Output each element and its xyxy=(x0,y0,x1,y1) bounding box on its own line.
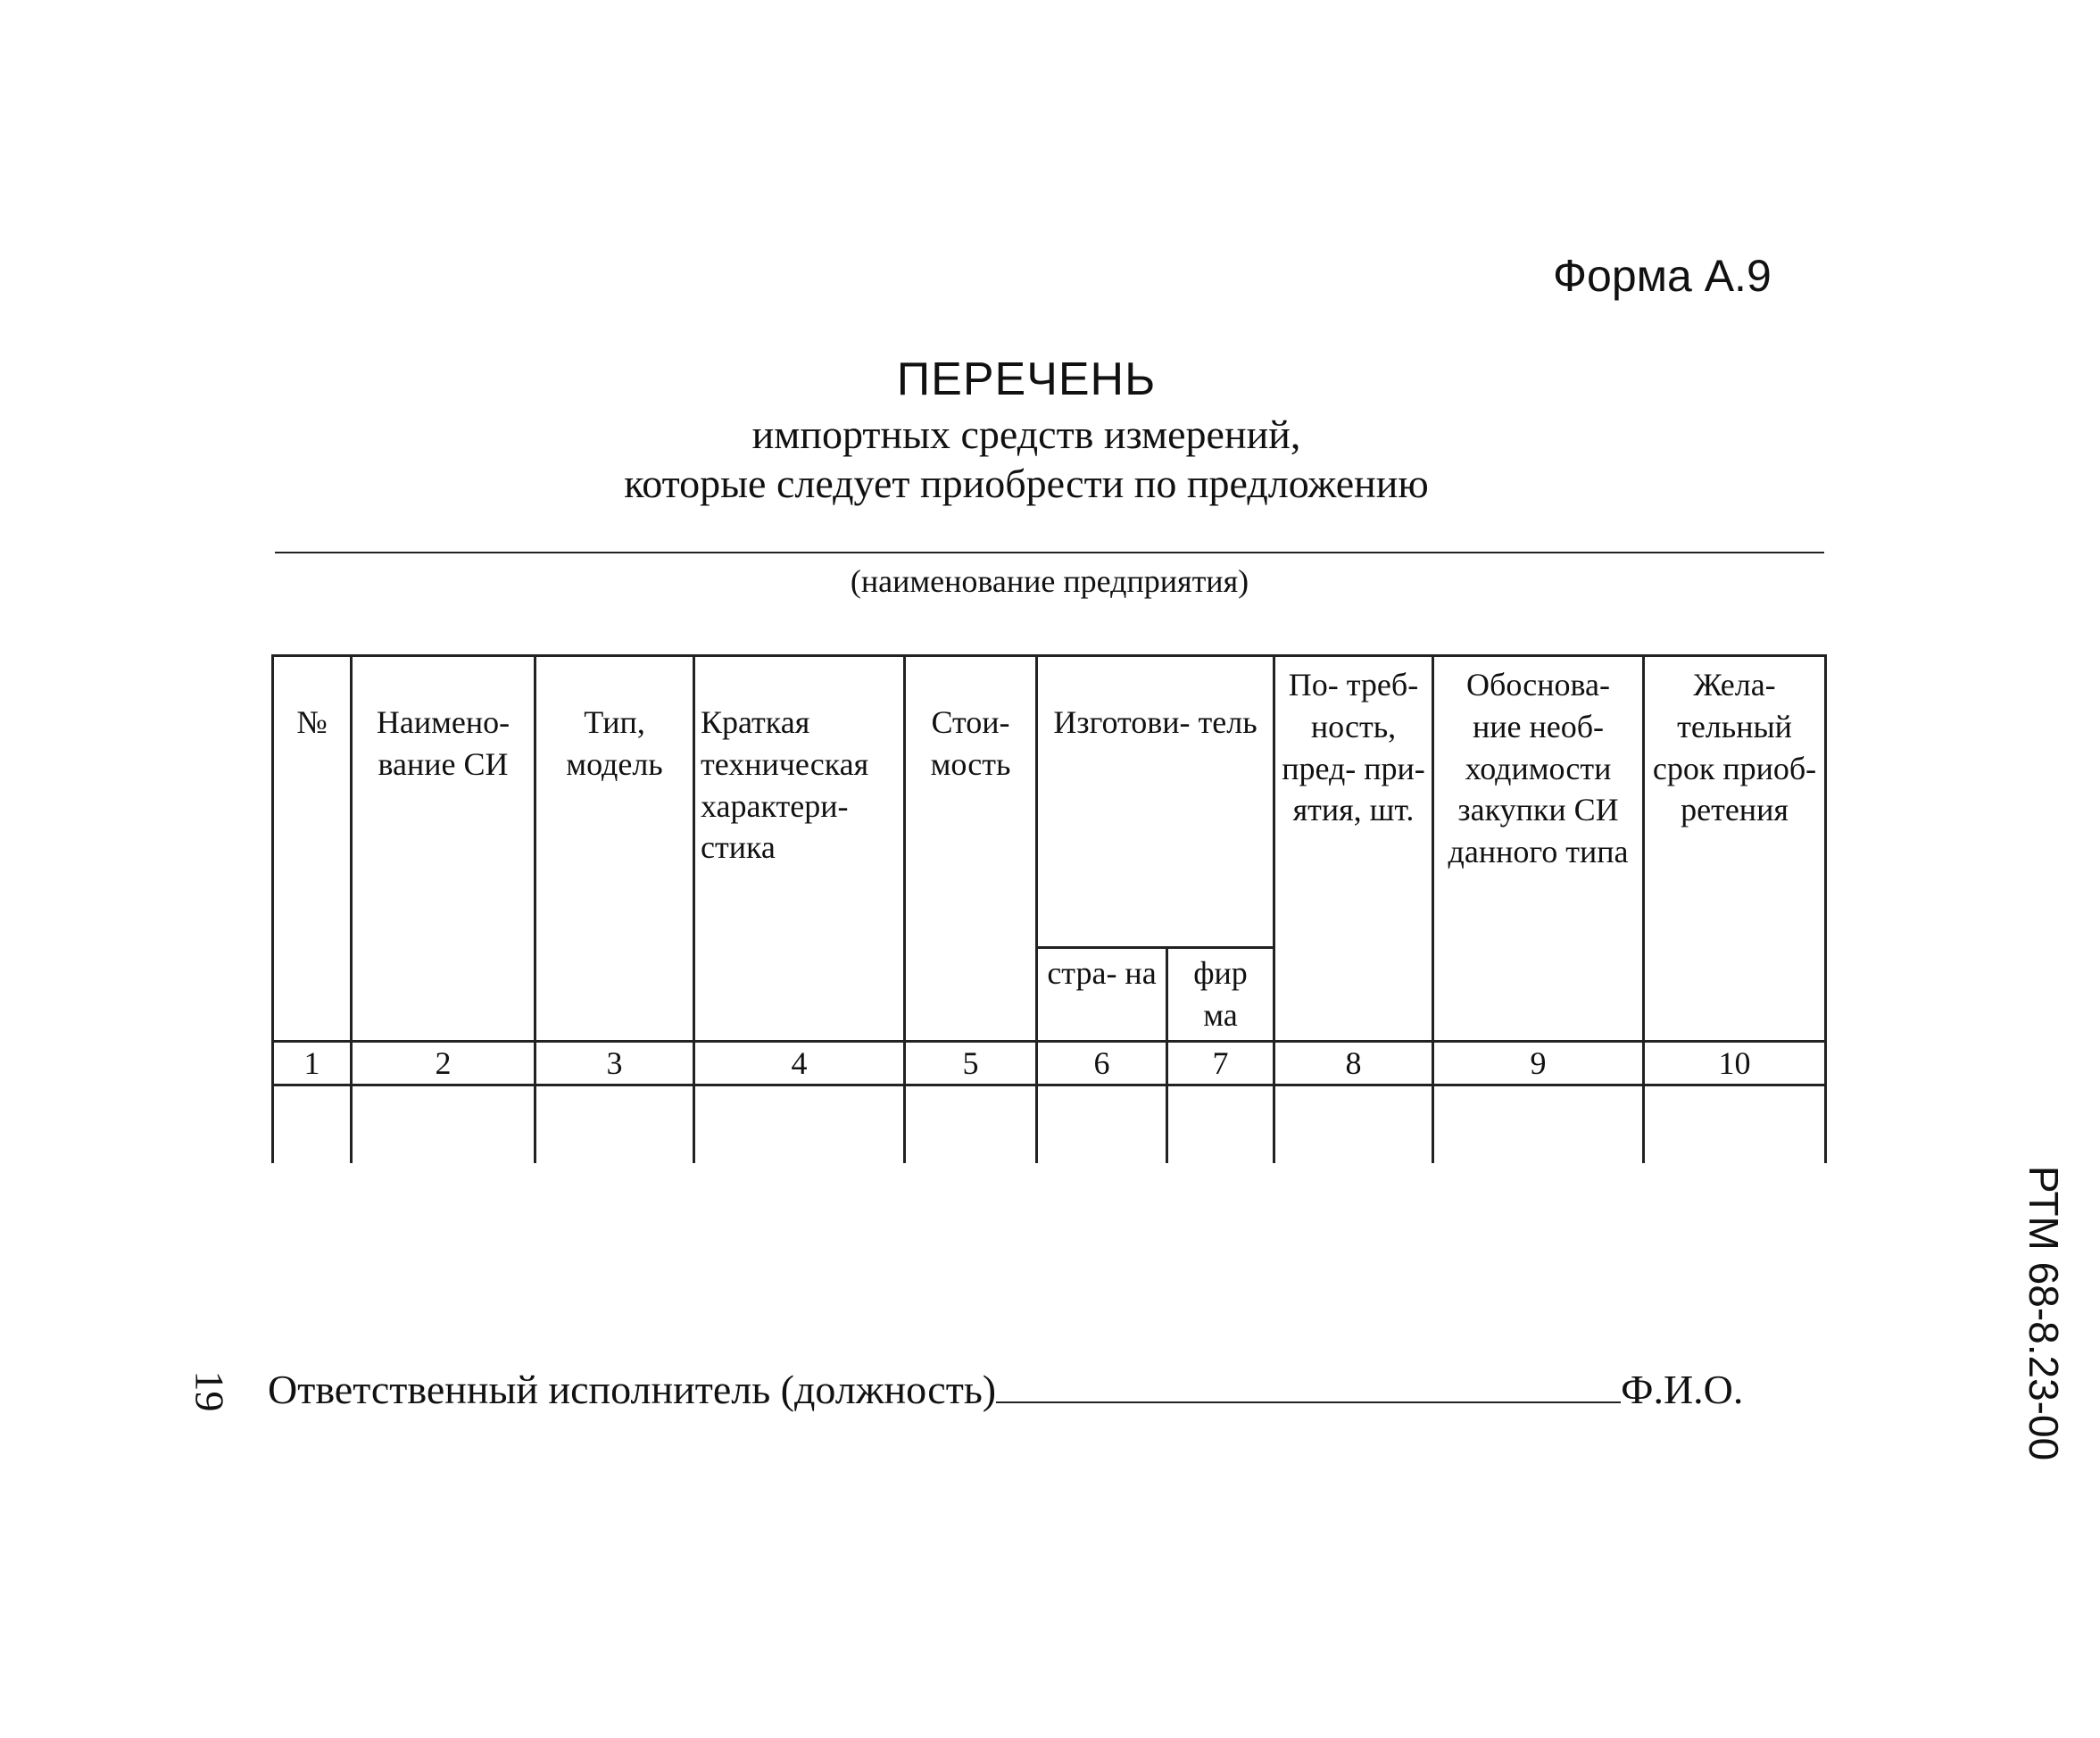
header-firm: фир ма xyxy=(1167,948,1274,1042)
header-country: стра- на xyxy=(1037,948,1167,1042)
header-desired-date: Жела- тельный срок приоб- ретения xyxy=(1644,656,1826,1042)
organization-caption: (наименование предприятия) xyxy=(850,563,1249,599)
header-tech-characteristics: Краткая техническая характери- стика xyxy=(694,656,905,1042)
empty-cell[interactable] xyxy=(535,1085,694,1164)
page-number: 19 xyxy=(187,1370,233,1412)
empty-cell[interactable] xyxy=(1274,1085,1433,1164)
header-justification: Обоснова- ние необ- ходимости закупки СИ данного типа xyxy=(1433,656,1644,1042)
form-table xyxy=(271,654,1827,1163)
document-subtitle-line1: импортных средств измерений, xyxy=(751,412,1301,457)
empty-cell[interactable] xyxy=(1433,1085,1644,1164)
header-cost: Стои- мость xyxy=(905,656,1037,1042)
header-need-quantity: По- треб- ность, пред- при- ятия, шт. xyxy=(1274,656,1433,1042)
document-subtitle-line2: которые следует приобрести по предложению xyxy=(624,461,1429,506)
column-number: 2 xyxy=(352,1041,535,1085)
empty-cell[interactable] xyxy=(1037,1085,1167,1164)
empty-cell[interactable] xyxy=(273,1085,352,1164)
column-number: 5 xyxy=(905,1041,1037,1085)
signature-blank[interactable] xyxy=(996,1366,1621,1403)
column-number: 6 xyxy=(1037,1041,1167,1085)
header-type-model: Тип, модель xyxy=(535,656,694,1042)
column-number-row xyxy=(273,1041,1826,1085)
empty-cell[interactable] xyxy=(694,1085,905,1164)
column-number: 10 xyxy=(1644,1041,1826,1085)
empty-cell[interactable] xyxy=(352,1085,535,1164)
table-row xyxy=(273,1085,1826,1164)
signature-suffix: Ф.И.О. xyxy=(1621,1367,1744,1412)
empty-cell[interactable] xyxy=(905,1085,1037,1164)
document-code: РТМ 68-8.23-00 xyxy=(2021,1165,2067,1461)
header-instrument-name: Наимено- вание СИ xyxy=(352,656,535,1042)
signature-label: Ответственный исполнитель (должность) xyxy=(268,1367,997,1412)
column-number: 8 xyxy=(1274,1041,1433,1085)
header-manufacturer: Изготови- тель xyxy=(1037,656,1274,948)
form-label: Форма А.9 xyxy=(1553,251,1772,301)
document-title: ПЕРЕЧЕНЬ xyxy=(896,353,1157,405)
column-number: 1 xyxy=(273,1041,352,1085)
column-number: 3 xyxy=(535,1041,694,1085)
signature-line xyxy=(268,1366,1743,1413)
column-number: 9 xyxy=(1433,1041,1644,1085)
empty-cell[interactable] xyxy=(1167,1085,1274,1164)
header-number: № xyxy=(273,656,352,1042)
organization-name-line[interactable] xyxy=(275,552,1824,553)
column-number: 7 xyxy=(1167,1041,1274,1085)
empty-cell[interactable] xyxy=(1644,1085,1826,1164)
column-number: 4 xyxy=(694,1041,905,1085)
table-header-row xyxy=(273,656,1826,948)
